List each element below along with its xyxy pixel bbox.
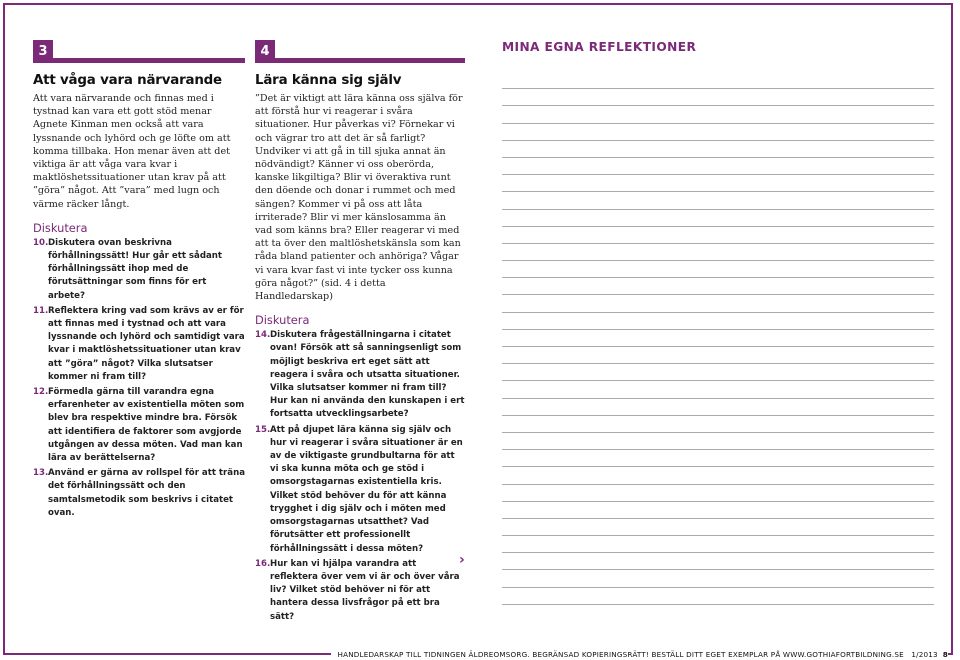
question-text: Förmedla gärna till varandra egna erfarenheter av existentiella möten som blev bra respektive mindre bra. Försök att identifiera de faktorer som avgjorde utgången av dessa möten. Vad man kan lära av berättelserna? <box>48 387 245 464</box>
section-4-quote: ”Det är viktigt att lära känna oss själva för att förstå hur vi reagerar i svåra situationer. Hur påverkas vi? Förnekar vi och vägrar tro att det är så farligt? Undviker vi att gå in till sjuka annat än nödvändigt? Känner vi oss oberörda, kanske likgiltiga? Blir vi överaktiva runt den döende och donar i rummet och med sängen? Kommer vi på oss att låta irriterade? Blir vi mer känslosamma än vad som känns bra? Eller reagerar vi med att ta över den maltlöshetskänsla som kan råda bland patienter och anhöriga? Vågar vi vara kvar fast vi inte tycker oss kunna göra något?” (sid. 4 i detta Handledarskap) <box>255 93 463 303</box>
writing-line <box>502 588 934 605</box>
writing-line <box>502 502 934 519</box>
writing-line <box>502 175 934 192</box>
writing-line <box>502 261 934 278</box>
writing-line <box>502 381 934 398</box>
writing-line <box>502 244 934 261</box>
question-number: 16. <box>255 558 271 569</box>
writing-line <box>502 347 934 364</box>
page-footer <box>331 650 948 659</box>
writing-line <box>502 399 934 416</box>
writing-line <box>502 467 934 484</box>
section-4-title: Lära känna sig själv <box>255 73 402 88</box>
question-number: 14. <box>255 330 271 341</box>
question-14 <box>255 329 465 421</box>
writing-line <box>502 553 934 570</box>
question-11 <box>33 305 245 384</box>
writing-line <box>502 278 934 295</box>
section-4-number-bar <box>255 40 465 63</box>
writing-line <box>502 124 934 141</box>
question-12 <box>33 386 245 465</box>
writing-line <box>502 485 934 502</box>
writing-line <box>502 536 934 553</box>
writing-line <box>502 158 934 175</box>
footer-text: HANDLEDARSKAP TILL TIDNINGEN ÄLDREOMSORG. BEGRÄNSAD KOPIERINGSRÄTT! BESTÄLL DITT EGET EXEMPLAR PÅ WWW.GOTHIAFORTBILDNING.SE <box>337 650 904 659</box>
reflections-title: MINA EGNA REFLEKTIONER <box>502 40 697 54</box>
question-number: 10. <box>33 237 49 248</box>
question-15 <box>255 424 465 556</box>
writing-line <box>502 450 934 467</box>
question-13 <box>33 467 245 520</box>
section-3-discuss-heading: Diskutera <box>33 220 88 235</box>
question-text: Diskutera ovan beskrivna förhållningssätt! Hur går ett sådant förhållningssätt ihop med de förutsättningar som finns för ert arbete? <box>48 237 223 301</box>
section-3-body: Att vara närvarande och finnas med i tystnad kan vara ett gott stöd menar Agnete Kinman men också att vara lyssnande och lyhörd och ge löfte om att komma tillbaka. Hon menar även att det viktiga är att våga vara kvar i maktlöshetssituationer utan krav på att ”göra” något. Att ”vara” med lugn och värme räcker långt. <box>33 93 231 210</box>
section-3-number-bar <box>33 40 245 63</box>
question-number: 12. <box>33 387 49 398</box>
question-10 <box>33 237 245 303</box>
writing-line <box>502 106 934 123</box>
writing-line <box>502 416 934 433</box>
writing-line <box>502 364 934 381</box>
question-text: Använd er gärna av rollspel för att träna det förhållningssätt och den samtalsmetodik som beskrivs i citatet ovan. <box>48 468 245 518</box>
writing-line <box>502 570 934 587</box>
section-3-title: Att våga vara närvarande <box>33 73 222 88</box>
section-3 <box>33 40 245 522</box>
reflection-lines <box>502 72 934 605</box>
question-16 <box>255 558 465 624</box>
writing-line <box>502 192 934 209</box>
section-4 <box>255 40 465 626</box>
section-4-number: 4 <box>255 40 275 63</box>
writing-line <box>502 330 934 347</box>
writing-line <box>502 519 934 536</box>
reflections-area <box>502 40 934 605</box>
question-number: 15. <box>255 424 271 435</box>
writing-line <box>502 89 934 106</box>
section-4-discuss-heading: Diskutera <box>255 313 310 328</box>
question-text: Att på djupet lära känna sig själv och hur vi reagerar i svåra situationer är en av de viktigaste grundbultarna för att vi ska kunna möta och ge stöd i omsorgstagarnas existentiella kris. Vilket stöd behöver du för att känna trygghet i dig själv och i möten med omsorgstagarnas utsatthet? Vad förutsätter ett professionellt förhållningssätt i dessa möten? <box>270 424 463 554</box>
footer-issue: 1/2013 <box>911 650 938 659</box>
writing-line <box>502 227 934 244</box>
question-number: 11. <box>33 305 49 316</box>
writing-line <box>502 210 934 227</box>
section-4-questions <box>255 329 465 623</box>
question-text: Reflektera kring vad som krävs av er för att finnas med i tystnad och att vara lyssnande och lyhörd och samtidigt vara kvar i maktlöshetssituationer utan krav att ”göra” något? Vilka slutsatser kommer ni fram till? <box>48 305 245 382</box>
writing-line <box>502 313 934 330</box>
question-number: 13. <box>33 468 49 479</box>
continue-arrow-icon: › <box>459 552 465 568</box>
question-text: Diskutera frågeställningarna i citatet ovan! Försök att så sanningsenligt som möjligt beskriva ert eget sätt att reagera i svåra och utsatta situationer. Vilka slutsatser kommer ni fram till? Hur kan ni använda den kunskapen i ert fortsatta utvecklingsarbete? <box>270 330 465 420</box>
writing-line <box>502 141 934 158</box>
page-number: 8 <box>942 650 948 659</box>
section-3-number: 3 <box>33 40 53 63</box>
section-3-questions <box>33 237 245 520</box>
writing-line <box>502 72 934 89</box>
writing-line <box>502 295 934 312</box>
writing-line <box>502 433 934 450</box>
question-text: Hur kan vi hjälpa varandra att reflektera över vem vi är och över våra liv? Vilket stöd behöver ni för att hantera dessa livsfrågor på ett bra sätt? <box>270 558 460 622</box>
